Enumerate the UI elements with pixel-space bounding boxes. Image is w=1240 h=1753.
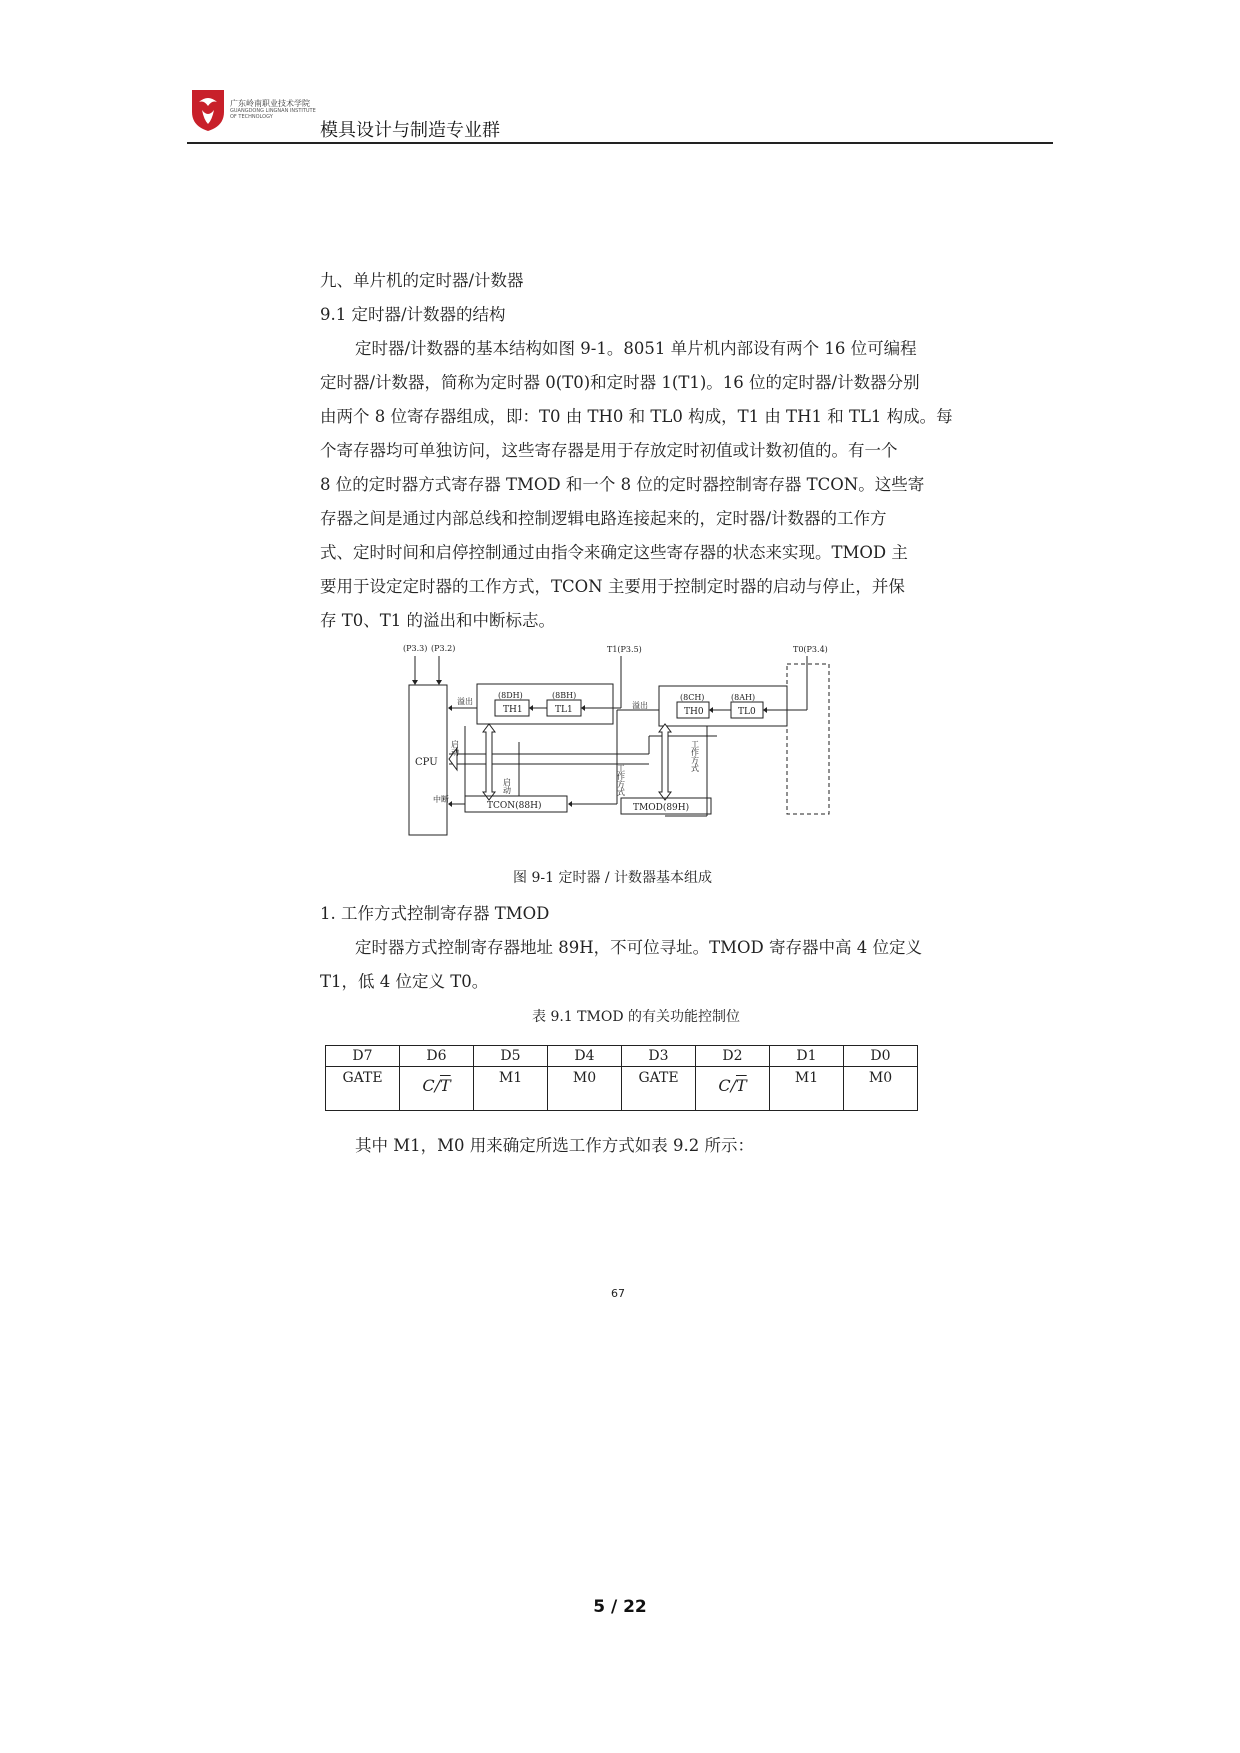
page-indicator: 5 / 22: [593, 1597, 647, 1617]
table-value-cell: GATE: [622, 1067, 696, 1111]
table-header-cell: D2: [696, 1046, 770, 1067]
header-rule: [187, 142, 1053, 144]
table-value-cell: M0: [548, 1067, 622, 1111]
table-header-cell: D1: [770, 1046, 844, 1067]
pin-p32-label: (P3.2): [431, 644, 456, 653]
ct-text: C/: [422, 1076, 440, 1095]
t1-pin-arrow: [581, 705, 585, 711]
addr-8ch: (8CH): [680, 693, 705, 702]
tmod-paragraph-line: 定时器方式控制寄存器地址 89H，不可位寻址。TMOD 寄存器中高 4 位定义: [355, 938, 923, 957]
t1-double-arrow: [483, 724, 495, 800]
overflow1-label: 溢出: [457, 697, 473, 706]
table-header-cell: D3: [622, 1046, 696, 1067]
start-label-1: 启动: [450, 740, 460, 756]
t0-pin-arrow: [763, 707, 767, 713]
tmod-bit-table: [325, 1045, 918, 1111]
p32-arrow: [436, 680, 442, 685]
pin-p33-label: (P3.3): [403, 644, 428, 653]
t1-group-block: [477, 684, 613, 724]
tmod-paragraph-line: T1，低 4 位定义 T0。: [320, 972, 489, 991]
paragraph-line: 要用于设定定时器的工作方式，TCON 主要用于控制定时器的启动与停止，并保: [320, 577, 905, 596]
tcon-label: TCON(88H): [487, 801, 542, 811]
school-name-cn: 广东岭南职业技术学院: [230, 99, 310, 108]
tl0-label: TL0: [738, 707, 756, 717]
table-value-cell-ct: [696, 1067, 770, 1111]
p33-arrow: [412, 680, 418, 685]
table-header-cell: D4: [548, 1046, 622, 1067]
tmod-heading: 1. 工作方式控制寄存器 TMOD: [320, 904, 550, 923]
paragraph-line: 由两个 8 位寄存器组成，即：T0 由 TH0 和 TL0 构成，T1 由 TH1 和 TL1 构成。每: [320, 407, 953, 426]
table-header-cell: D6: [400, 1046, 474, 1067]
ct-overline: $\overline{T}$: [735, 1076, 747, 1095]
mode-label-1: 工作方式: [616, 764, 626, 796]
table-header-cell: D7: [326, 1046, 400, 1067]
header-title: 模具设计与制造专业群: [320, 120, 500, 141]
start-label-2: 启动: [502, 778, 512, 794]
mode-label-2: 工作方式: [690, 740, 700, 772]
table-value-cell-ct: [400, 1067, 474, 1111]
table-value-cell: GATE: [326, 1067, 400, 1111]
paragraph-line: 存 T0、T1 的溢出和中断标志。: [320, 611, 555, 630]
th1-label: TH1: [503, 705, 523, 715]
paragraph-line: 个寄存器均可单独访问，这些寄存器是用于存放定时初值或计数初值的。有一个: [320, 441, 898, 460]
paragraph-line: 式、定时时间和启停控制通过由指令来确定这些寄存器的状态来实现。TMOD 主: [320, 543, 908, 562]
tl1-label: TL1: [555, 705, 573, 715]
tmod-label: TMOD(89H): [633, 803, 690, 813]
table-caption: 表 9.1 TMOD 的有关功能控制位: [532, 1009, 740, 1025]
overflow1-arrow: [448, 705, 452, 711]
paragraph-line: 存器之间是通过内部总线和控制逻辑电路连接起来的，定时器/计数器的工作方: [320, 509, 887, 528]
interrupt-label: 中断: [433, 795, 449, 804]
overflow0-arrow: [568, 801, 572, 807]
table-header-cell: D5: [474, 1046, 548, 1067]
after-table-text: 其中 M1，M0 用来确定所选工作方式如表 9.2 所示：: [355, 1136, 755, 1155]
addr-8ah: (8AH): [731, 693, 756, 702]
cpu-label: CPU: [415, 757, 438, 768]
ct-overline: $\overline{T}$: [439, 1076, 451, 1095]
t0-dashed-box: [787, 664, 829, 814]
tl1-th1-arrow: [529, 705, 533, 711]
overflow0-label: 溢出: [632, 701, 648, 710]
table-header-row: [326, 1046, 918, 1067]
original-page-number: 67: [611, 1287, 625, 1300]
t0-double-arrow: [659, 724, 671, 800]
paragraph-line: 定时器/计数器的基本结构如图 9-1。8051 单片机内部设有两个 16 位可编程: [355, 339, 917, 358]
table-value-row: [326, 1067, 918, 1111]
addr-8dh: (8DH): [498, 691, 523, 700]
table-header-cell: D0: [844, 1046, 918, 1067]
school-logo-icon: [190, 88, 226, 132]
section-heading: 九、单片机的定时器/计数器: [320, 271, 524, 290]
school-name-en: GUANGDONG LINGNAN INSTITUTE OF TECHNOLOGY: [230, 108, 316, 120]
subsection-heading: 9.1 定时器/计数器的结构: [320, 305, 506, 324]
pin-t0-label: T0(P3.4): [793, 645, 828, 654]
ct-text: C/: [718, 1076, 736, 1095]
th0-label: TH0: [684, 707, 704, 717]
addr-8bh: (8BH): [552, 691, 577, 700]
paragraph-line: 8 位的定时器方式寄存器 TMOD 和一个 8 位的定时器控制寄存器 TCON。这些寄: [320, 475, 925, 494]
pin-t1-label: T1(P3.5): [607, 645, 642, 654]
tl0-th0-arrow: [709, 707, 713, 713]
timer-structure-diagram: [395, 642, 845, 852]
t0-group-block: [659, 686, 787, 726]
paragraph-line: 定时器/计数器，简称为定时器 0(T0)和定时器 1(T1)。16 位的定时器/计数器分别: [320, 373, 920, 392]
table-value-cell: M1: [770, 1067, 844, 1111]
figure-caption: 图 9-1 定时器 / 计数器基本组成: [513, 870, 713, 886]
table-value-cell: M1: [474, 1067, 548, 1111]
table-value-cell: M0: [844, 1067, 918, 1111]
